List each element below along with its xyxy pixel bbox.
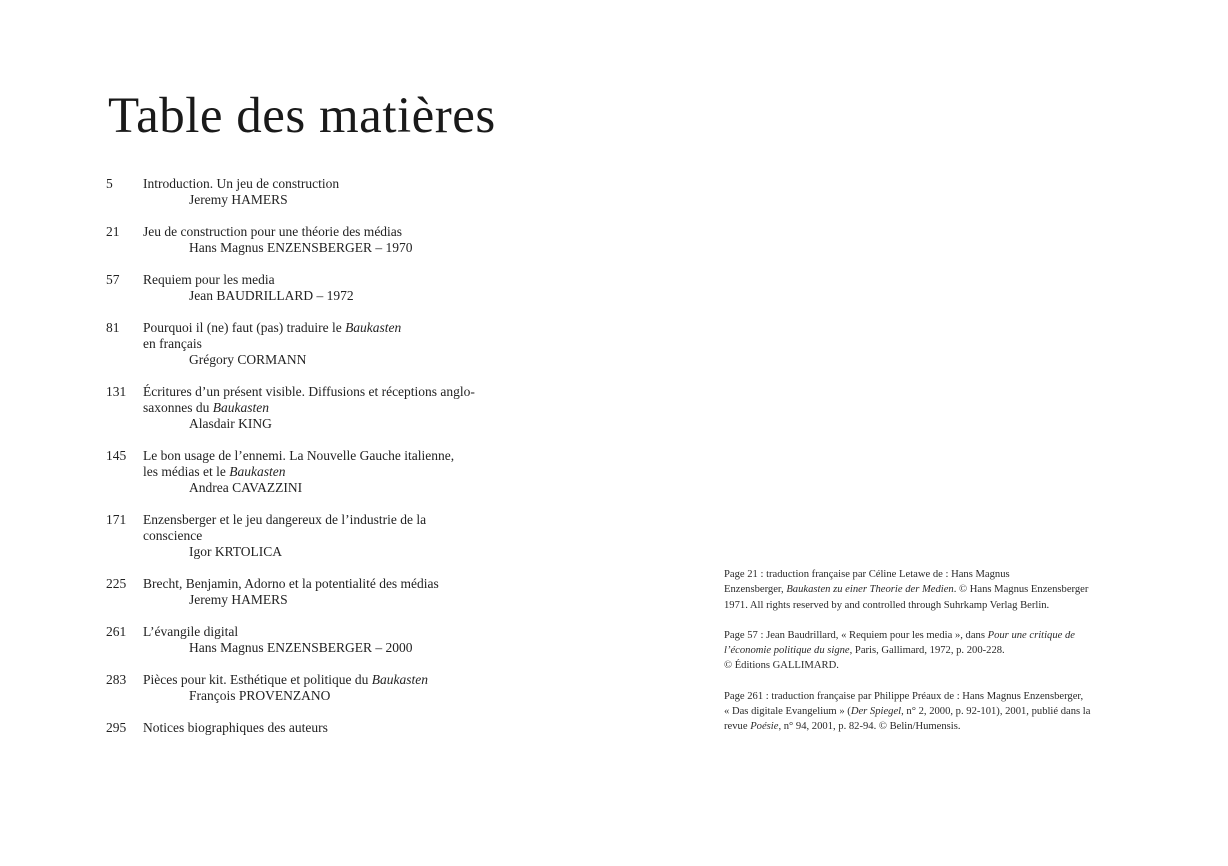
toc-author: Igor KRTOLICA: [189, 544, 283, 559]
toc-author: Grégory CORMANN: [189, 352, 307, 367]
toc-title-text: Requiem pour les media: [143, 272, 275, 287]
note-line: [724, 719, 1124, 734]
toc-page-number: 81: [106, 320, 120, 335]
toc-page-number: 225: [106, 576, 127, 591]
toc-title-text: Écritures d’un présent visible. Diffusions et réceptions anglo-: [143, 384, 475, 399]
toc-page-number: 5: [106, 176, 113, 191]
note-italic: l’économie politique du signe: [724, 645, 850, 657]
note-text: 1971. All rights reserved by and controlled through Suhrkamp Verlag Berlin.: [724, 599, 1050, 611]
toc-title-line: [143, 224, 526, 240]
toc-author: Andrea CAVAZZINI: [189, 480, 303, 495]
note-line: [724, 704, 1124, 719]
toc-title-line: [143, 336, 526, 352]
toc-title-line: [143, 400, 526, 416]
toc-author: Hans Magnus ENZENSBERGER – 1970: [189, 240, 413, 255]
note-line: [724, 643, 1124, 658]
toc-entry: [106, 512, 526, 560]
toc-title-line: [143, 512, 526, 528]
toc-title-text: Introduction. Un jeu de construction: [143, 176, 340, 191]
note-text: © Éditions GALLIMARD.: [724, 660, 839, 672]
note-line: [724, 567, 1124, 582]
toc-title-text: Notices biographiques des auteurs: [143, 720, 328, 735]
note-text: , Paris, Gallimard, 1972, p. 200-228.: [849, 645, 1005, 657]
note-text: , n° 2, 2000, p. 92-101), 2001, publié dans la: [901, 706, 1091, 718]
toc-author: François PROVENZANO: [189, 688, 331, 703]
toc-title-text: en français: [143, 336, 202, 351]
note-text: « Das digitale Evangelium » (: [724, 706, 851, 718]
toc-entry: [106, 624, 526, 656]
note-text: Page 261 : traduction française par Philippe Préaux de : Hans Magnus Enzensberger,: [724, 690, 1084, 702]
toc-entry: [106, 720, 526, 736]
copyright-notes: [724, 567, 1124, 750]
toc-title-line: [143, 272, 526, 288]
copyright-note: [724, 628, 1124, 674]
toc-title-text: Jeu de construction pour une théorie des médias: [143, 224, 403, 239]
note-line: [724, 689, 1124, 704]
toc-title-italic: Baukasten: [212, 400, 269, 415]
note-italic: Baukasten zu einer Theorie der Medien: [786, 584, 954, 596]
toc-title-text: Brecht, Benjamin, Adorno et la potentialité des médias: [143, 576, 439, 591]
note-text: revue: [724, 721, 751, 733]
toc-title-text: Pièces pour kit. Esthétique et politique du: [143, 672, 372, 687]
copyright-note: [724, 567, 1124, 613]
toc-page-number: 131: [106, 384, 127, 399]
toc-entry: [106, 272, 526, 304]
note-line: [724, 658, 1124, 673]
toc-title-text: Enzensberger et le jeu dangereux de l’industrie de la: [143, 512, 427, 527]
toc-title-italic: Baukasten: [345, 320, 402, 335]
toc-title-text: L’évangile digital: [143, 624, 239, 639]
toc-title-line: [143, 672, 526, 688]
toc-title-text: les médias et le: [143, 464, 230, 479]
toc-title-line: [143, 448, 526, 464]
toc-title-text: Le bon usage de l’ennemi. La Nouvelle Gauche italienne,: [143, 448, 455, 463]
note-italic: Der Spiegel: [850, 706, 902, 718]
note-line: [724, 582, 1124, 597]
toc-page-number: 171: [106, 512, 127, 527]
toc-entry: [106, 224, 526, 256]
note-line: [724, 598, 1124, 613]
toc-author: Alasdair KING: [189, 416, 272, 431]
toc-page-number: 261: [106, 624, 127, 639]
toc-page-number: 21: [106, 224, 120, 239]
toc-title-text: saxonnes du: [143, 400, 213, 415]
note-text: Enzensberger,: [724, 584, 787, 596]
note-text: Page 57 : Jean Baudrillard, « Requiem pour les media », dans: [724, 629, 988, 641]
toc-entry: [106, 320, 526, 368]
toc-author: Jeremy HAMERS: [189, 192, 288, 207]
toc-title-line: [143, 528, 526, 544]
toc-title-italic: Baukasten: [229, 464, 286, 479]
table-of-contents: [106, 176, 526, 752]
toc-entry: [106, 176, 526, 208]
toc-page-number: 283: [106, 672, 127, 687]
toc-title-line: [143, 384, 526, 400]
note-text: . © Hans Magnus Enzensberger: [953, 584, 1089, 596]
note-text: Page 21 : traduction française par Céline Letawe de : Hans Magnus: [724, 569, 1010, 580]
toc-author: Hans Magnus ENZENSBERGER – 2000: [189, 640, 413, 655]
note-text: , n° 94, 2001, p. 82-94. © Belin/Humensis.: [778, 721, 961, 733]
toc-title-text: Pourquoi il (ne) faut (pas) traduire le: [143, 320, 346, 335]
toc-title-line: [143, 320, 526, 336]
toc-page-number: 57: [106, 272, 120, 287]
note-italic: Pour une critique de: [987, 629, 1075, 641]
note-italic: Poésie: [750, 721, 779, 733]
note-line: [724, 628, 1124, 643]
toc-page-number: 295: [106, 720, 127, 735]
toc-title-italic: Baukasten: [371, 672, 428, 687]
toc-page-number: 145: [106, 448, 127, 463]
toc-title-text: conscience: [143, 528, 203, 543]
page-title: Table des matières: [108, 88, 496, 144]
toc-entry: [106, 672, 526, 704]
toc-entry: [106, 448, 526, 496]
toc-title-line: [143, 720, 526, 736]
toc-title-line: [143, 176, 526, 192]
toc-entry: [106, 576, 526, 608]
copyright-note: [724, 689, 1124, 735]
toc-title-line: [143, 624, 526, 640]
toc-entry: [106, 384, 526, 432]
toc-title-line: [143, 464, 526, 480]
toc-author: Jeremy HAMERS: [189, 592, 288, 607]
toc-title-line: [143, 576, 526, 592]
toc-author: Jean BAUDRILLARD – 1972: [189, 288, 354, 303]
